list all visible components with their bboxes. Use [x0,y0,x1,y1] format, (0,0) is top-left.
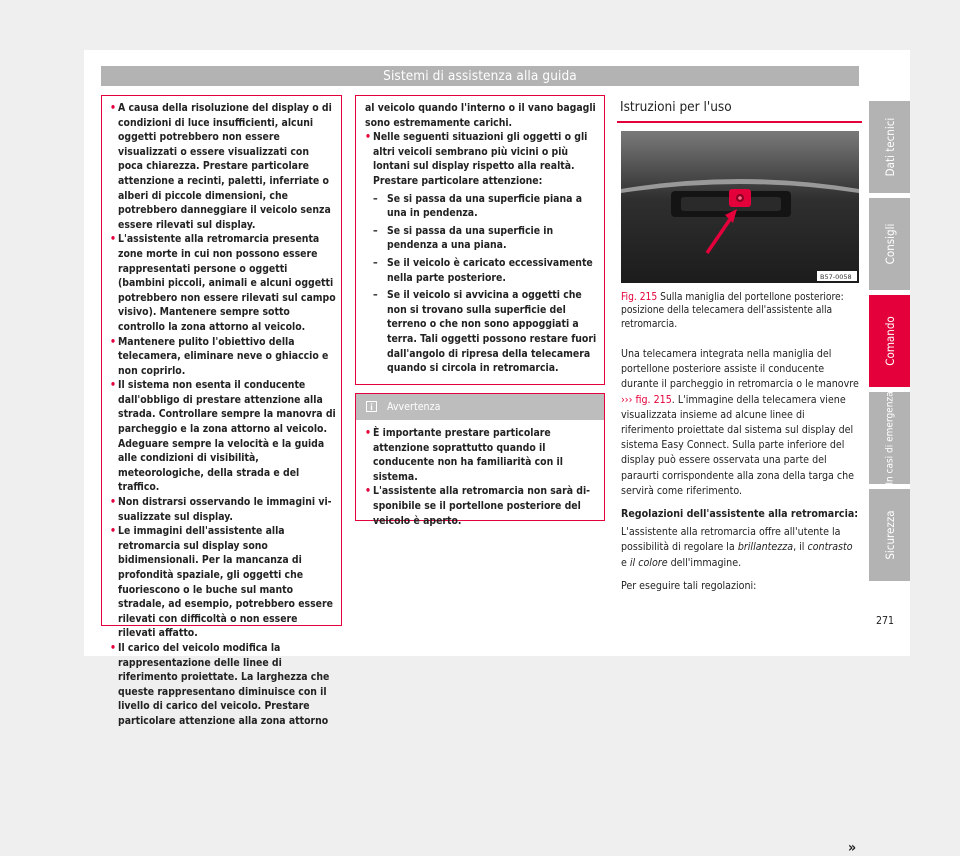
paragraph-text: , il [793,541,805,554]
paragraph-text: dell'immagine. [670,556,742,569]
dash-item [365,224,599,253]
dash-item [365,256,599,285]
list-item [110,101,336,232]
figure-code: B57-0058 [820,273,852,281]
title-rule [617,121,862,123]
bullet-icon: • [365,131,371,144]
subheading: Regolazioni dell'assistente alla retromarcia: [621,508,859,521]
dash-text: Se il veicolo si avvicina a oggetti che non si trovano sulla superficie del terreno o che non sono appoggiati a terra. Tali oggetti possono restare fuori dall'angolo di ripresa della telecamera quando si circola in retromarcia. [387,289,597,375]
list-item [110,335,336,379]
list-item [110,232,336,334]
bullet-text: Non distrarsi osservando le immagini visualizzate sul display. [118,496,332,523]
term-brightness: brillantezza [737,541,794,554]
tab-label: Consigli [882,223,897,265]
dash-icon: – [373,289,378,302]
warning-box-col2 [355,95,605,385]
paragraph-text: . L'immagine della telecamera viene visualizzata insieme ad alcune linee di riferimento proiettate dal sistema sul display del sistema Easy Connect. Sulla parte inferiore del display può essere osservata una parte del paraurti corrispondente alla zona della targa che servirà come riferimento. [621,393,855,497]
continue-arrow-icon: » [848,840,857,856]
bullet-text: Mantenere pulito l'obiettivo della telecamera, eliminare neve o ghiaccio e non coprirlo. [118,335,329,377]
bullet-icon: • [365,427,371,439]
bullet-text: Le immagini dell'assistente alla retromarcia sul display sono bidimensionali. Per la mancanza di profondità spaziale, gli oggetti che fuoriescono o le buche sul manto stradale, ad esempio, potrebbero essere rilevati con difficoltà o non essere rilevati affatto. [118,525,333,640]
paragraph-text: e [621,556,627,569]
info-icon [366,401,377,412]
bullet-text: Il carico del veicolo modifica la rappresentazione delle linee di riferimento proiettate. La larghezza che queste rappresentano diminuisce con il livello di carico del veicolo. Prestare particolare attenzione alla zona attorno [118,641,330,727]
list-item [365,130,599,188]
dash-text: Se si passa da una superficie piana a una in pendenza. [387,192,583,220]
dash-item [365,288,599,376]
figure-link[interactable]: ››› fig. 215 [621,393,672,406]
page-number: 271 [876,615,895,627]
bullet-text: È importante prestare particolare attenzione soprattutto quando il conducente non ha familiarità con il sistema. [373,427,563,483]
dash-item [365,192,599,221]
list-item [110,524,336,641]
list-item [110,495,336,524]
tab-consigli[interactable] [869,198,910,290]
paragraph-1 [621,347,859,499]
term-color: il colore [629,556,668,569]
list-item [365,426,598,484]
bullet-icon: • [110,233,116,246]
dash-icon: – [373,224,378,237]
figure-label: Fig. 215 [621,292,658,303]
tab-label: In casi di emergenza [884,391,895,485]
warning-box-col1 [101,95,342,727]
tab-emergenza[interactable] [869,392,910,484]
list-item [110,378,336,495]
dash-icon: – [373,256,378,269]
continuation-text: al veicolo quando l'interno o il vano bagagli sono estremamente carichi. [365,102,596,129]
paragraph-3: Per eseguire tali regolazioni: [621,579,757,592]
term-contrast: contrasto [807,541,853,554]
paragraph-text: Una telecamera integrata nella maniglia del portellone posteriore assiste il conducente durante il parcheggio in retromarcia o le manovre [621,348,859,391]
bullet-text: A causa della risoluzione del display o di condizioni di luce insufficienti, alcuni oggetti potrebbero non essere visualizzati o essere visualizzati con poca chiarezza. Prestare particolare attenzione a recinti, paletti, inferriate o alberi di piccole dimensioni, che potrebbero danneggiare il veicolo senza essere rilevati sul display. [118,102,332,231]
bullet-text: Nelle seguenti situazioni gli oggetti o gli altri veicoli sembrano più vicini o più lontani sul display rispetto alla realtà. Prestare particolare attenzione: [373,131,588,187]
dash-text: Se si passa da una superficie in pendenza a una piana. [387,224,554,252]
tailgate-camera-illustration [621,131,859,283]
figure-caption [621,291,857,331]
figure-photo [621,131,859,283]
body-text [621,347,859,856]
note-box [355,393,605,527]
list-item [110,641,336,729]
bullet-icon: • [110,525,116,538]
tab-comando[interactable] [869,295,910,387]
bullet-icon: • [110,102,116,114]
figure-caption-text: Sulla maniglia del portellone posteriore: posizione della telecamera dell'assistente alla retromarcia. [621,292,844,330]
bullet-text: L'assistente alla retromarcia non sarà disponibile se il portellone posteriore del veicolo è aperto. [373,485,591,527]
bullet-icon: • [110,379,116,392]
page-header: Sistemi di assistenza alla guida [101,66,859,86]
note-header [356,394,604,420]
note-body [356,420,604,528]
bullet-icon: • [365,485,371,498]
paragraph-text: L'assistente alla retromarcia offre all'utente la possibilità di regolare la [621,526,841,554]
tab-sicurezza[interactable] [869,489,910,581]
list-item [365,484,598,528]
dash-text: Se il veicolo è caricato eccessivamente nella parte posteriore. [387,256,593,284]
paragraph-2 [621,525,859,571]
note-title: Avvertenza [387,401,441,413]
tab-label: Comando [882,316,897,366]
tab-label: Dati tecnici [882,117,897,177]
bullet-icon: • [110,335,116,348]
tab-label: Sicurezza [882,510,897,560]
instructions-column [617,95,862,856]
bullet-text: L'assistente alla retromarcia presenta zone morte in cui non possono essere rappresentati persone o oggetti (bambini piccoli, animali e alcuni oggetti potrebbero non essere rilevati sul campo visivo). Mantenere sempre sotto controllo la zona attorno al veicolo. [118,233,336,333]
bullet-icon: • [110,496,116,509]
bullet-text: Il sistema non esenta il conducente dall'obbligo di prestare attenzione alla strada. Controllare sempre la manovra di parcheggio e la zona attorno al veicolo. Adeguare sempre la velocità e la guida alle condizioni di visibilità, meteorologiche, della strada e del traffico. [118,379,336,494]
tab-dati-tecnici[interactable] [869,101,910,193]
bullet-icon: • [110,641,116,654]
dash-icon: – [373,192,378,205]
section-title: Istruzioni per l'uso [620,99,732,115]
